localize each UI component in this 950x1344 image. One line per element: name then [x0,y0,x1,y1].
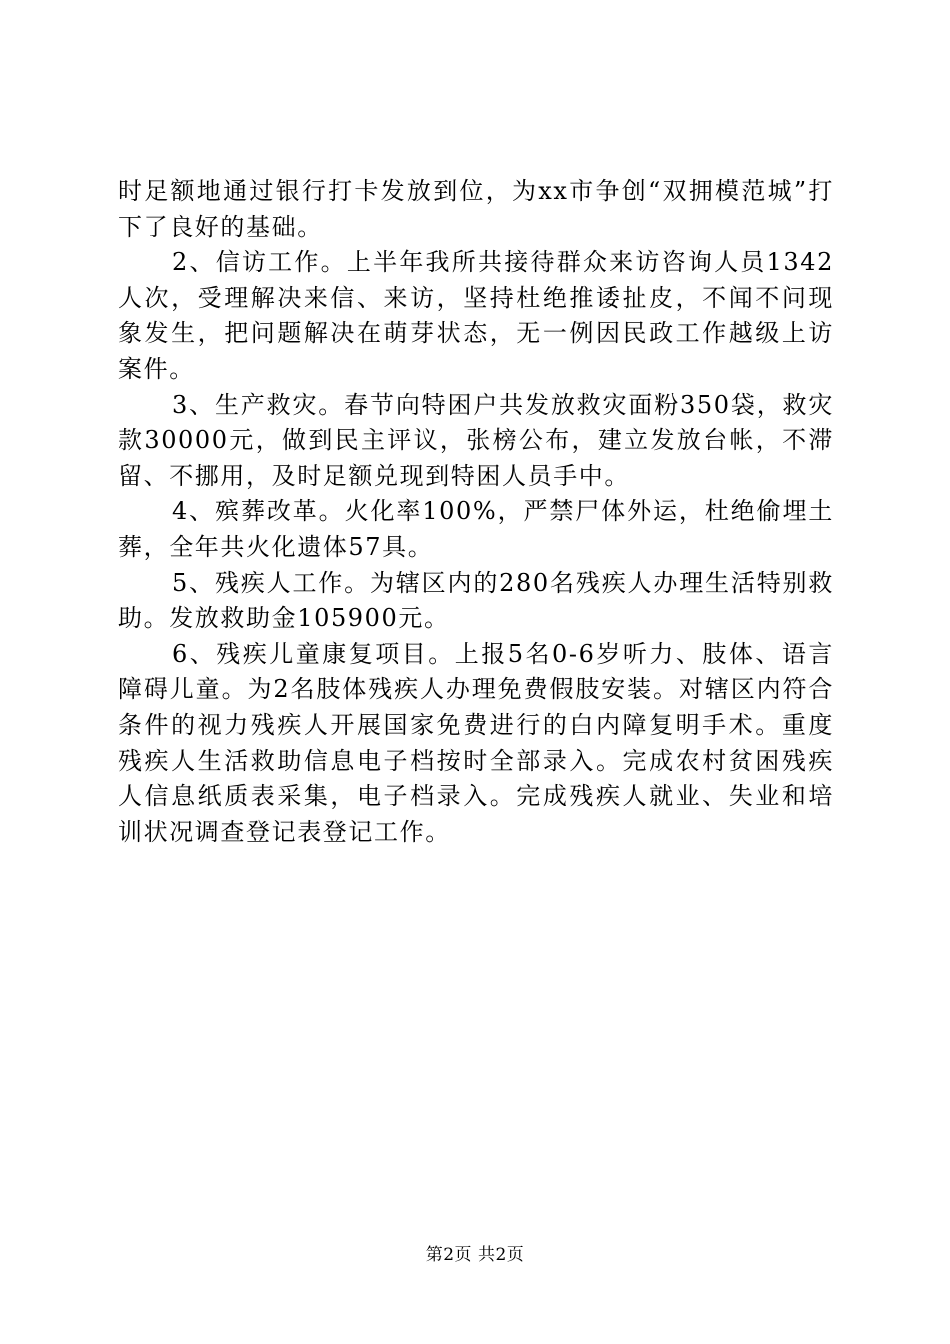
document-body [118,174,834,850]
page-number-footer: 第2页 共2页 [425,1245,525,1265]
paragraph-continuation: 时足额地通过银行打卡发放到位，为xx市争创“双拥模范城”打下了良好的基础。 [118,177,834,241]
paragraph-petition-work: 2、信访工作。上半年我所共接待群众来访咨询人员1342人次，受理解决来信、来访，坚持杜绝推诿扯皮，不闻不问现象发生，把问题解决在萌芽状态，无一例因民政工作越级上访案件。 [118,248,834,383]
paragraph-disaster-relief: 3、生产救灾。春节向特困户共发放救灾面粉350袋，救灾款30000元，做到民主评议，张榜公布，建立发放台帐，不滞留、不挪用，及时足额兑现到特困人员手中。 [118,390,834,490]
paragraph-child-rehab: 6、残疾儿童康复项目。上报5名0-6岁听力、肢体、语言障碍儿童。为2名肢体残疾人办理免费假肢安装。对辖区内符合条件的视力残疾人开展国家免费进行的白内障复明手术。重度残疾人生活救助信息电子档按时全部录入。完成农村贫困残疾人信息纸质表采集，电子档录入。完成残疾人就业、失业和培训状况调查登记表登记工作。 [118,639,834,846]
paragraph-funeral-reform: 4、殡葬改革。火化率100%，严禁尸体外运，杜绝偷埋土葬，全年共火化遗体57具。 [118,497,834,561]
paragraph-disabled-work: 5、残疾人工作。为辖区内的280名残疾人办理生活特别救助。发放救助金105900元。 [118,568,834,633]
